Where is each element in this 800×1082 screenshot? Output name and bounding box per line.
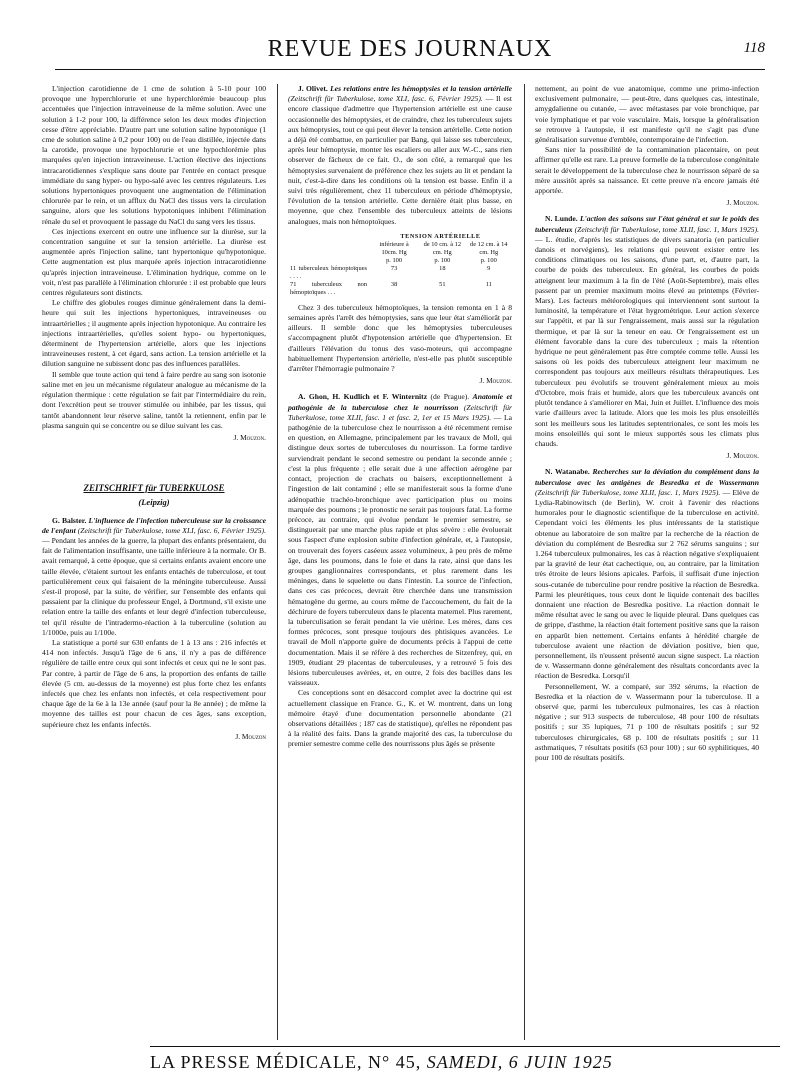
paragraph: nettement, au point de vue anatomique, comme une primo-infection exclusivement pulmonaire, — peut-être, dans quelques cas, intestinale, amygdalienne ou cutanée, — avec métastases par voie bronchique, par voie lymphatique et par voie vasculaire. Mais, lorsque la généralisation se retrouve à l'autopsie, il est manifeste qu'il ne s'agit pas d'une généralisation survenue d'emblée, contemporaine de l'infection. — [535, 84, 759, 145]
footer-issue-number: N° 45, — [368, 1052, 422, 1072]
signature: J. Mouzon. — [726, 451, 759, 461]
article-author: N. Lunde. — [545, 214, 578, 224]
footer-journal: LA PRESSE MÉDICALE, — [150, 1052, 363, 1072]
article-author: A. Ghon, H. Kudlich et F. Winternitz — [298, 392, 428, 402]
paragraph: Le chiffre des globules rouges diminue généralement dans la demi-heure qui suit les injections hypertoniques, intraveineuses ou intraartérielles ; il augmente après injection hypotonique. Au contraire les injections intraartérielles, qu'elles soient hypo- ou hypertoniques, déterminent de l'hypertension artérielle, alors que les injections intraveineuses restent, à cet égard, sans action. La tension artérielle et la dilution sanguine ne subissent donc pas des influences parallèles. — [42, 298, 266, 369]
paragraph: Personnellement, W. a comparé, sur 392 sérums, la réaction de Besredka et la réaction de v. Wassermann pour la tuberculose. Il a observé que, parmi les tuberculeux pulmonaires, les cas à réaction négative ; sur 913 suspects de tuberculose, 48 pour 100 de résultats positifs ; sur 35 lupiques, 71 p 100 de résultats positifs ; sur 92 tuberculoses chirurgicales, 68 p. 100 de résultats positifs ; sur 11 asthmatiques, 7 résultats positifs (63 pour 100) ; sur 60 syphilitiques, 40 pour 100 de résultats positifs. — [535, 681, 759, 762]
table-row — [288, 265, 512, 281]
paragraph: Sans nier la possibilité de la contamination placentaire, on peut affirmer qu'elle est rare. La preuve formelle de la tuberculose congénitale serait le développement de la tuberculose chez le nourrisson séparé de sa mère aussitôt après sa naissance. Et cette preuve n'a encore jamais été apportée. — [535, 145, 759, 196]
article-author: N. Watanabe. — [545, 467, 590, 477]
paragraph: Chez 3 des tuberculeux hémoptoïques, la tension remonta en 1 à 8 semaines après l'arrêt des hémoptysies, sans que leur état s'améliorât par ailleurs. Il semble donc que les hémoptysies tuberculeuses s'accompagnent plutôt d'hypotension artérielle que d'hypertension. Et d'ailleurs l'élévation du tonus des vaso-moteurs, qui accompagne habituellement l'hypertension artérielle, n'est-elle pas plutôt susceptible d'arrêter l'hémorragie pulmonaire ? — [288, 302, 512, 374]
signature: J. Mouzon. — [726, 198, 759, 208]
article-author: J. Olivet. — [298, 84, 328, 93]
table-cell: 11 — [485, 280, 492, 288]
article-text: — La pathogénie de la tuberculose chez le nourrisson a été récemment remise en question, en Allemagne, principalement par les travaux de Moll, qui distingue deux sortes de tuberculoses du nourrisson. La forme tardive surviendrait pendant le second semestre ou pendant la seconde année ; c'est la plus fréquente ; elle serait due à une affection aérogène par contact, projection de crachats ou baisers, exceptionnellement à l'ingestion de lait contaminé ; elle se manifesterait sous la forme d'une adénopathie trachéo-bronchique avec participation plus ou moins marquée des poumons ; le pronostic ne serait pas toujours fatal. La forme précoce, au contraire, qui évolue pendant le premier semestre, se distinguerait par une marche plus rapide et plus sévère : elle évoluerait sous l'aspect d'une explosion subite d'infection générale, et, à l'autopsie, on trouverait des foyers caséeux assez volumineux, à peu près de même âge, dans les poumons, dans le foie et dans la rate, ainsi que dans les groupes ganglionnaires correspondants, et plus rarement dans les méninges, dans le squelette ou dans l'intestin. La source de l'infection, dans ces cas précoces, devrait être cherchée dans une transmission hématogène du germe, au cours même de l'accouchement, du fait de la déchirure de foyers tuberculeux dans le placenta maternel. Plus rarement, la tuberculisation se ferait pendant la vie utérine. Les mères, dans ces formes précoces, sont presque toujours des phtisiques avancées. Le travail de Moll n'apporte guère de documents précis à l'appui de cette documentation. Mais il se réfère à des recherches de Sitzenfrey, qui, en 1909, étudiant 29 placentas de tuberculeuses, y a retrouvé 5 fois des lésions tuberculeuses avérées, et, en outre, 2 fois des bacilles dans les vaisseaux. — [288, 412, 512, 688]
table-cell: 18 — [439, 264, 446, 272]
paragraph: Ces conceptions sont en désaccord complet avec la doctrine qui est actuellement classique en France. G., K. et W. montrent, dans un long mémoire étayé d'une documentation personnelle abondante (21 observations détaillées ; 187 cas de statistique), qu'elles ne répondent pas à la réalité des faits. Dans la grande majorité des cas, la tuberculose du premier semestre comme celle des nourrissons plus âgés se présente — [288, 688, 512, 749]
article — [535, 467, 759, 681]
column-2 — [288, 84, 512, 1044]
column-divider — [524, 84, 525, 1040]
table-row — [288, 281, 512, 297]
table-header: inférieure à 10cm. Hg — [379, 240, 409, 256]
table-caption: TENSION ARTÉRIELLE — [400, 232, 481, 240]
tension-table — [288, 233, 512, 297]
table-cell: 51 — [439, 280, 446, 288]
table-unit: p. 100 — [480, 256, 497, 264]
table-cell: 38 — [390, 280, 398, 288]
article-reference: (Zeitschrift für Tuberkulose, tome XLII, fasc. 1, Mars 1925). — [535, 487, 721, 497]
table-header: de 12 cm. à 14 cm. Hg — [470, 240, 508, 256]
table-unit: p. 100 — [386, 256, 403, 264]
journal-section-title: REVUE DES JOURNAUX — [267, 36, 553, 62]
paragraph: L'injection carotidienne de 1 cme de solution à 5-10 pour 100 provoque une hyperchlorurie et une hyperchlorémie beaucoup plus accentuées que l'injection intraveineuse de la même solution. Avec une solution à 1-2 pour 100, la différence selon les deux modes d'injection cesse d'être appréciable. D'autre part une solution saline hypotonique (1 cme de solution saline à 0,2 pour 100) ou de l'eau distillée, injectée dans la carotide, provoque une hypochlorurie et une hypochlorémie plus marquées qu'en injection intraveineuse. L'action élective des injections intracarotidiennes s'explique sans doute par l'entrée en contact presque immédiate du sang hyper- ou hypo-salé avec les centres régulateurs. Les solutions hypertoniques provoquent une augmentation de l'élimination chlorurée par le rein, et un afflux du NaCl des tissus vers la circulation sanguine, alors que les solutions hypotoniques inhibent l'élimination rénale du sel et provoquent le passage du NaCl du sang vers les tissus. — [42, 84, 266, 226]
column-3 — [535, 84, 759, 1044]
article-reference: (Zeitschrift für Tuberkulose, tome XLII, fasc. 1 et fasc. 2, 1er et 15 Mars 1925). — [288, 402, 512, 422]
article-text: — L. étudie, d'après les statistiques de divers sanatoria (en particulier danois et norvégiens), les relations qui peuvent exister entre les conditions climatiques ou les saisons, d'une part, et, d'autre part, la courbe de poids des tuberculeux. En général, les courbes de poids atteignent leur maximum à la fin de l'été (Août-Septembre), mais elles passent par un premier maximum moins élevé au printemps (Février-Mars). Les facteurs météorologiques qui interviennent sont surtout la luminosité, la température et l'état hygrométrique. Leur action s'exerce sur l'appétit, et par là sur l'engraissement, mais aussi sur la régulation thermique, et par là sur la teneur en eau. Or l'engraissement est un élément favorable dans la cure des tuberculeux ; mais la rétention hydrique ne peut généralement pas être comptée comme telle. Aussi les saisons où les poids des tuberculeux atteignent leur maximum ne correspondent pas toujours aux meilleurs résultats thérapeutiques. Les tuberculeux peu évolutifs se trouvent généralement mieux au mois d'Octobre, mois frais et humide, alors que les tuberculeux avancés ont plutôt tendance à s'améliorer en Mai, Juin et Juillet. L'influence des mois varie d'ailleurs avec la latitude. Alors que les mois les plus ensoleillés sont les meilleurs sous les latitudes septentrionales, ce sont les mois les moins ensoleillés qui sont le mieux supportés sous les climats plus chauds. — [535, 234, 759, 448]
paragraph: Ces injections exercent en outre une influence sur la diurèse, sur la concentration sanguine et sur la tension artérielle. La diurèse est augmentée après l'injection saline, tant hypertonique qu'hypotonique. Cette augmentation est plus marquée après injection intracarotidienne qu'après injection intraveineuse. L'élimination hydrique, comme on le voit, n'est pas parallèle à l'élimination chlorurée : il est probable que leurs centres régulateurs sont distincts. — [42, 226, 266, 298]
paragraph: La statistique a porté sur 630 enfants de 1 à 13 ans : 216 infectés et 414 non infectés. Jusqu'à l'âge de 6 ans, il n'y a pas de différence régulière de taille entre ceux qui sont infectés et ceux qui ne le sont pas. Par contre, à partir de l'âge de 6 ans, la proportion des enfants de taille élevée (5 cm. au-dessus de la moyenne) est plus forte chez les enfants infectés que chez les enfants non infectés, et cela respectivement pour chaque âge de la 6e à la 13e année (sauf pour la 8e année) ; de même la moyenne des tailles est pour chacun de ces âges, sans exception, supérieure chez les enfants infectés. — [42, 637, 266, 729]
article-title: Anatomie et pathogénie de la tuberculose chez le nourrisson — [288, 392, 512, 412]
article-reference: (Zeitschrift für Tuberkulose, tome XLI, fasc. 6, Février 1925). — [77, 525, 266, 535]
column-divider — [277, 84, 278, 1040]
table-cell: 73 — [390, 264, 398, 272]
page-footer — [150, 1052, 780, 1076]
section-title: ZEITSCHRIFT für TUBERKULOSE — [83, 483, 225, 494]
footer-rule — [150, 1046, 780, 1047]
article-text: — Pendant les années de la guerre, la plupart des enfants présentaient, du fait de l'alimentation insuffisante, une taille inférieure à la normale. Or B. avait remarqué, à cette époque, que si certains enfants avaient encore une taille élevée, c'étaient surtout les enfants entachés de tuberculose, et tout particulièrement ceux qui faisaient de la méningite tuberculeuse. Aussi s'est-il proposé, par la suite, de vérifier, sur l'ensemble des enfants qui passaient par la clinique du professeur Engel, à Dortmund, s'il existe une relation entre la taille des enfants et leur degré d'infection tuberculeuse, tel qu'il résulte de l'intradermo-réaction à la tuberculine (solution au 1/1000e, puis au 1/100e. — [42, 535, 266, 637]
table-cell: 9 — [487, 264, 491, 272]
article — [535, 214, 759, 449]
article — [288, 84, 512, 227]
article-reference: (Zeitschrift für Tuberkulose, tome XLII, fasc. 1, Mars 1925). — [574, 224, 760, 234]
signature: J. Mouzon. — [479, 376, 512, 386]
signature: J. Mouzon — [235, 731, 266, 741]
signature: J. Mouzon. — [233, 432, 266, 442]
table-unit: p. 100 — [434, 256, 451, 264]
header-rule — [55, 69, 765, 70]
article-text: — Il est encore classique d'admettre que l'hypertension artérielle est une cause occasionnelle des hémoptysies, et de craindre, chez les tuberculeux sujets aux hémoptysies, tout ce qui peut élever la tension artérielle. Cette notion a déjà été combattue, en particulier par Bang, qui laisse ses tuberculeux, après leur hémoptysie, monter les escaliers ou aller aux W.-C., sans rien observer de fâcheux de ce fait. O., de son côté, a remarqué que les hémoptysies survenaient de préférence chez les sujets au lit et pendant la nuit, c'est-à-dire dans les conditions où la tension est basse. Enfin il a suivi très régulièrement, chez 11 tuberculeux en période d'hémoptysie, l'évolution de la tension artérielle. Cette dernière était plus basse, en moyenne, que chez l'ensemble des tuberculeux atteints de lésions analogues, mais non hémoptoïques. — [288, 94, 512, 226]
table-header: de 10 cm. à 12 cm. Hg — [423, 240, 462, 256]
article-title: L'influence de l'infection tuberculeuse sur la croissance de l'enfant — [42, 515, 266, 535]
article-title: Les relations entre les hémoptysies et la tension artérielle — [330, 84, 512, 93]
section-subtitle: (Leipzig) — [138, 497, 170, 508]
article-place: (de Prague). — [430, 392, 470, 402]
footer-date: SAMEDI, 6 JUIN 1925 — [426, 1052, 613, 1072]
article — [42, 516, 266, 638]
row-label: 11 tuberculeux hémoptoïques . . . . — [290, 264, 368, 280]
article-author: G. Balster. — [52, 515, 87, 525]
article-text: — Elève de Lydia-Rabinowitsch (de Berlin), W. croit à l'avenir des réactions humorales pour le diagnostic scientifique de la tuberculose en activité. Cependant voici les éléments les plus intéressants de la statistique obtenue au laboratoire de son maître par la recherche de la réaction de déviation du complément de Besredka sur 2 762 sérums sanguins ; sur 1.264 tuberculeux pulmonaires, les cas à réaction négative s'expliquaient par la gravité de leur état cachectique, ou, au contraire, par la limitation très étroite de leurs lésions apicales. Parfois, il suffisait d'une injection sous-cutanée de tuberculine pour rendre positive la réaction de Besredka. Parmi les pleurétiques, tous ceux dont le liquide contenait des bacilles donnaient une réaction de Besredka positive. La réaction donnait le même résultat avec le sang ou avec le liquide pleural. Dans quelques cas de grippe, d'asthme, la réaction était fortement positive sans que la raison en apparût bien nettement. Certains enfants à hérédité chargée de tuberculose avaient une réaction de déviation positive, bien que, personnellement, ils n'eussent présenté aucun signe suspect. La réaction de v. Wassermann donne généralement des résultats concordants avec la réaction de Besredka. Lorsqu'il — [535, 487, 760, 681]
article-title: L'action des saisons sur l'état général et sur le poids des tuberculeux — [535, 214, 759, 234]
article-reference: (Zeitschrift für Tuberkulose, tome XLI, fasc. 6, Février 1925). — [288, 94, 483, 104]
column-1 — [42, 84, 266, 1044]
article-title: Recherches sur la déviation du complément dans la tuberculose avec les antigènes de Besredka et de Wassermann — [535, 467, 760, 487]
page-number: 118 — [743, 40, 765, 56]
article — [288, 392, 512, 688]
page-header — [55, 34, 765, 70]
row-label: 71 tuberculeux non hémoptoïques . . . — [290, 280, 368, 296]
paragraph: Il semble que toute action qui tend à faire perdre au sang son isotonie saline met en jeu un mécanisme régulateur analogue au mécanisme de la régulation thermique : cette régulation se fait par l'intermédiaire du rein, dont l'excrétion peut se trouver stimulée ou inhibée, par les tissus, qui tantôt abandonnent leur réserve saline, tantôt la retiennent, enfin par le plasma sanguin qui se concentre ou se dilue suivant les cas. — [42, 369, 266, 430]
